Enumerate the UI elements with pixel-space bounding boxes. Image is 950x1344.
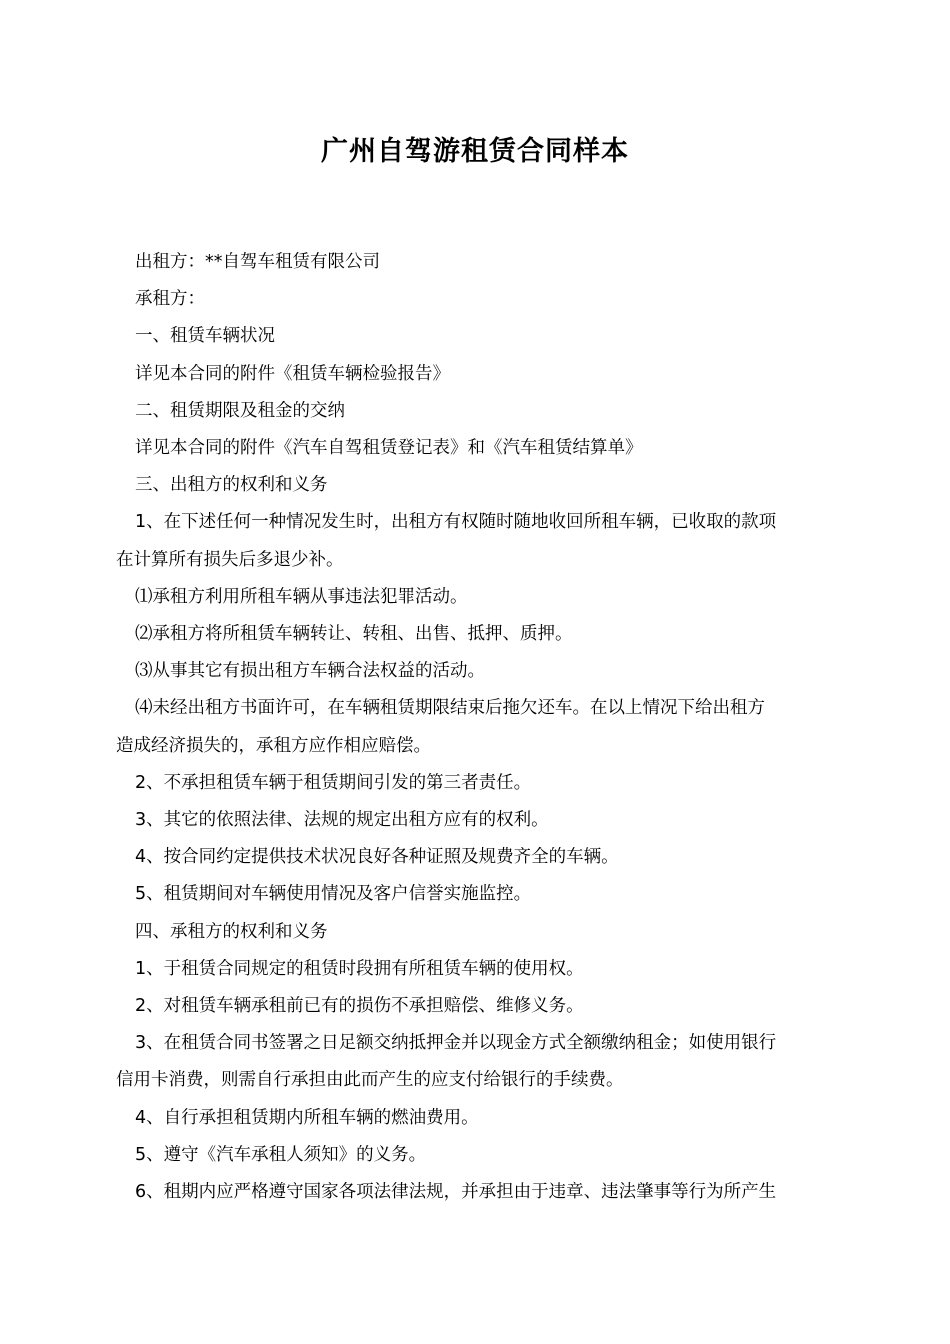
lessor-line: 出租方：**自驾车租赁有限公司 [135,252,380,272]
paragraph-line: ⑶从事其它有损出租方车辆合法权益的活动。 [135,661,485,682]
document-title: 广州自驾游租赁合同样本 [321,136,629,167]
paragraph-line: 5、租赁期间对车辆使用情况及客户信誉实施监控。 [135,884,532,905]
paragraph-line: 4、自行承担租赁期内所租车辆的燃油费用。 [135,1107,479,1128]
section-heading-2: 二、租赁期限及租金的交纳 [135,400,345,421]
lessee-line: 承租方： [135,289,205,310]
paragraph-line: 1、于租赁合同规定的租赁时段拥有所租赁车辆的使用权。 [135,958,584,979]
section-heading-3: 三、出租方的权利和义务 [135,475,328,496]
paragraph-line: 6、租期内应严格遵守国家各项法律法规，并承担由于违章、违法肇事等行为所产生 [135,1182,777,1203]
paragraph-line: 2、不承担租赁车辆于租赁期间引发的第三者责任。 [135,772,532,793]
paragraph-line: 4、按合同约定提供技术状况良好各种证照及规费齐全的车辆。 [135,847,619,868]
paragraph-line: 5、遵守《汽车承租人须知》的义务。 [135,1144,427,1165]
paragraph-line: 造成经济损失的，承租方应作相应赔偿。 [116,735,431,756]
section-heading-4: 四、承租方的权利和义务 [135,921,328,942]
paragraph-line: 3、其它的依照法律、法规的规定出租方应有的权利。 [135,810,549,831]
paragraph-line: 在计算所有损失后多退少补。 [116,549,344,570]
paragraph-line: 详见本合同的附件《汽车自驾租赁登记表》和《汽车租赁结算单》 [135,438,643,459]
paragraph-line: 2、对租赁车辆承租前已有的损伤不承担赔偿、维修义务。 [135,996,584,1017]
paragraph-line: 3、在租赁合同书签署之日足额交纳抵押金并以现金方式全额缴纳租金；如使用银行 [135,1033,777,1054]
paragraph-line: ⑵承租方将所租赁车辆转让、转租、出售、抵押、质押。 [135,624,573,645]
paragraph-line: ⑷未经出租方书面许可，在车辆租赁期限结束后拖欠还车。在以上情况下给出租方 [135,698,765,719]
paragraph-line: ⑴承租方利用所租车辆从事违法犯罪活动。 [135,586,468,607]
document-body [116,244,836,1211]
section-heading-1: 一、租赁车辆状况 [135,326,275,347]
paragraph-line: 1、在下述任何一种情况发生时，出租方有权随时随地收回所租车辆，已收取的款项 [135,512,777,533]
paragraph-line: 信用卡消费，则需自行承担由此而产生的应支付给银行的手续费。 [116,1070,624,1091]
paragraph-line: 详见本合同的附件《租赁车辆检验报告》 [135,363,450,384]
